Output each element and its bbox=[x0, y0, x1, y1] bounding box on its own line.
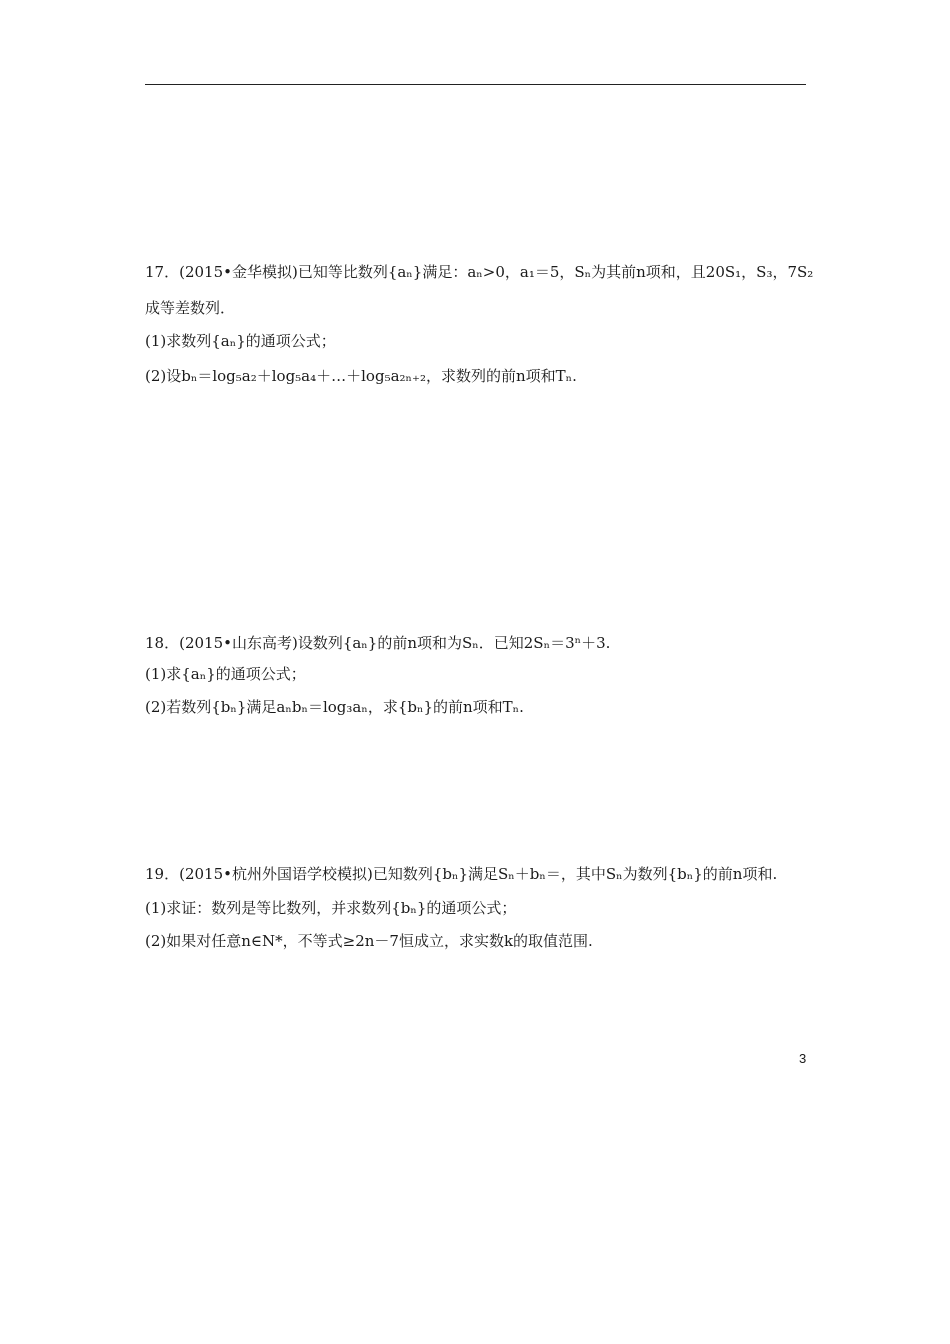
problem-18-part-2: (2)若数列{bₙ}满足aₙbₙ＝log₃aₙ，求{bₙ}的前n项和Tₙ. bbox=[145, 698, 524, 716]
problem-17-part-1: (1)求数列{aₙ}的通项公式； bbox=[145, 332, 336, 350]
problem-19-part-1: (1)求证：数列是等比数列，并求数列{bₙ}的通项公式； bbox=[145, 899, 517, 917]
page-number: 3 bbox=[799, 1051, 807, 1066]
header-rule bbox=[145, 84, 806, 85]
problem-17-line-2: 成等差数列． bbox=[145, 299, 236, 317]
problem-19-line-1: 19．(2015•杭州外国语学校模拟)已知数列{bₙ}满足Sₙ＋bₙ＝，其中Sₙ为数列{bₙ}的前n项和. bbox=[145, 865, 778, 883]
problem-18-part-1: (1)求{aₙ}的通项公式； bbox=[145, 665, 306, 683]
problem-19-part-2: (2)如果对任意n∈N*，不等式≥2n－7恒成立，求实数k的取值范围. bbox=[145, 932, 593, 950]
problem-17-part-2: (2)设bₙ＝log₅a₂＋log₅a₄＋…＋log₅a₂ₙ₊₂，求数列的前n项和Tₙ. bbox=[145, 367, 577, 385]
problem-18-line-1: 18．(2015•山东高考)设数列{aₙ}的前n项和为Sₙ．已知2Sₙ＝3ⁿ＋3. bbox=[145, 634, 611, 652]
problem-17-line-1: 17．(2015•金华模拟)已知等比数列{aₙ}满足：aₙ>0，a₁＝5，Sₙ为其前n项和，且20S₁，S₃，7S₂ bbox=[145, 263, 814, 281]
